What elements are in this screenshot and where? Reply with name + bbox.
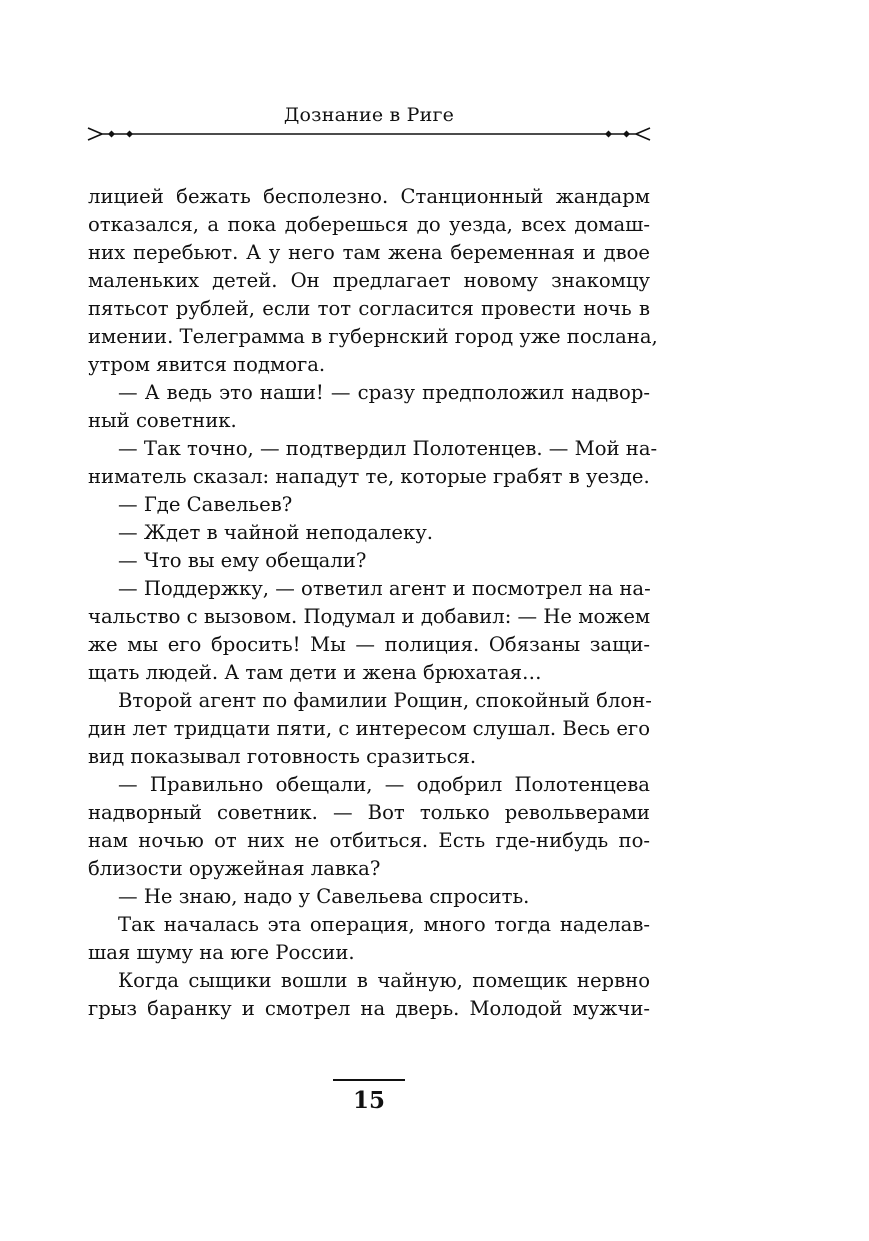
text-line: — Так точно, — подтвердил Полотенцев. — Мой на- <box>118 437 658 460</box>
text-line: ниматель сказал: нападут те, которые грабят в уезде. <box>88 465 650 488</box>
text-line: — Что вы ему обещали? <box>118 549 367 572</box>
text-line: отказался, а пока доберешься до уезда, всех домаш- <box>88 213 650 236</box>
text-line: утром явится подмога. <box>88 353 326 376</box>
text-line: — Поддержку, — ответил агент и посмотрел на на- <box>118 577 651 600</box>
text-line: маленьких детей. Он предлагает новому знакомцу <box>88 269 650 292</box>
text-line: них перебьют. А у него там жена беременная и двое <box>88 241 650 264</box>
text-line: Когда сыщики вошли в чайную, помещик нервно <box>118 969 650 992</box>
text-line: — Ждет в чайной неподалеку. <box>118 521 433 544</box>
body-text <box>88 183 658 1023</box>
text-line: лицией бежать бесполезно. Станционный жандарм <box>88 185 650 208</box>
text-line: близости оружейная лавка? <box>88 857 381 880</box>
text-line: надворный советник. — Вот только револьверами <box>88 801 650 824</box>
text-line: грыз баранку и смотрел на дверь. Молодой мужчи- <box>88 997 650 1020</box>
text-line: ный советник. <box>88 409 237 432</box>
text-line: дин лет тридцати пяти, с интересом слушал. Весь его <box>88 717 650 740</box>
text-line: Так началась эта операция, много тогда наделав- <box>118 913 650 936</box>
text-line: имении. Телеграмма в губернский город уже послана, <box>88 325 658 348</box>
text-line: — Не знаю, надо у Савельева спросить. <box>118 885 530 908</box>
running-head: Дознание в Риге <box>283 104 455 126</box>
text-line: щать людей. А там дети и жена брюхатая… <box>88 661 542 684</box>
page-number: 15 <box>352 1087 385 1114</box>
text-line: пятьсот рублей, если тот согласится провести ночь в <box>88 297 650 320</box>
ornamental-rule <box>86 124 652 144</box>
text-line: шая шуму на юге России. <box>88 941 355 964</box>
text-line: чальство с вызовом. Подумал и добавил: — Не можем <box>88 605 651 628</box>
text-line: же мы его бросить! Мы — полиция. Обязаны защи- <box>88 633 650 656</box>
text-line: нам ночью от них не отбиться. Есть где-нибудь по- <box>88 829 650 852</box>
text-line: — А ведь это наши! — сразу предположил надвор- <box>118 381 650 404</box>
text-line: — Где Савельев? <box>118 493 293 516</box>
folio-rule <box>333 1079 405 1081</box>
text-line: вид показывал готовность сразиться. <box>88 745 477 768</box>
text-line: Второй агент по фамилии Рощин, спокойный блон- <box>118 689 652 712</box>
text-line: — Правильно обещали, — одобрил Полотенцева <box>118 773 650 796</box>
